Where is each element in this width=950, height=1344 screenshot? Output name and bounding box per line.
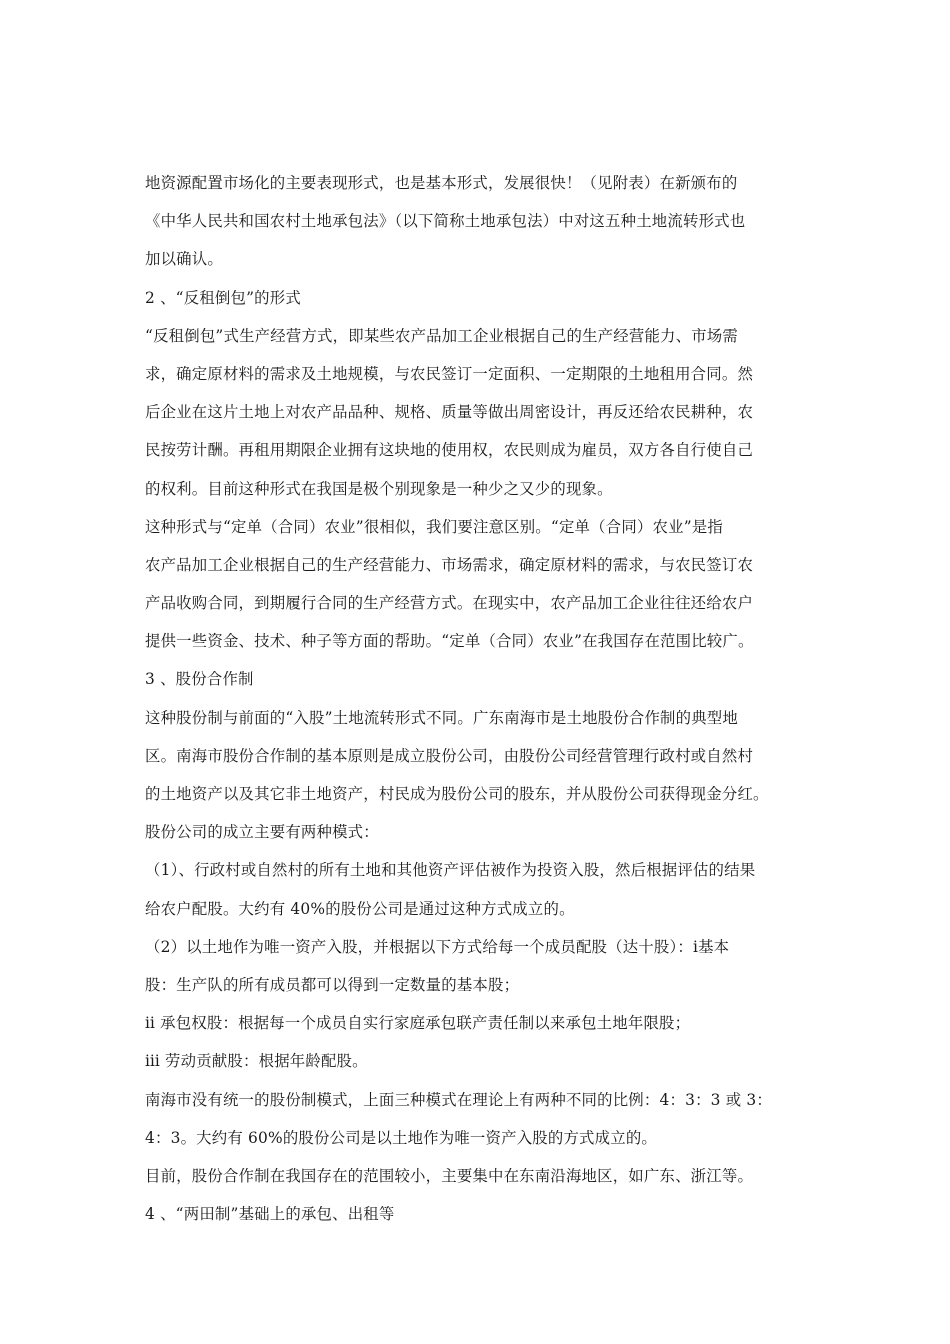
paragraph-line: ⅱ 承包权股：根据每一个成员自实行家庭承包联产责任制以来承包土地年限股；	[145, 1014, 691, 1033]
paragraph-line: “反租倒包”式生产经营方式，即某些农产品加工企业根据自己的生产经营能力、市场需	[145, 326, 738, 345]
paragraph-line: （1）、行政村或自然村的所有土地和其他资产评估被作为投资入股，然后根据评估的结果	[145, 861, 756, 880]
paragraph-line: 股份公司的成立主要有两种模式：	[145, 823, 379, 842]
paragraph-line: 民按劳计酬。再租用期限企业拥有这块地的使用权，农民则成为雇员，双方各自行使自己	[145, 441, 754, 460]
document-body	[145, 164, 810, 1233]
paragraph-line: 农产品加工企业根据自己的生产经营能力、市场需求，确定原材料的需求，与农民签订农	[145, 555, 754, 574]
paragraph-line: 目前，股份合作制在我国存在的范围较小，主要集中在东南沿海地区，如广东、浙江等。	[145, 1166, 754, 1185]
paragraph-line: 地资源配置市场化的主要表现形式，也是基本形式，发展很快！（见附表）在新颁布的	[145, 174, 738, 192]
paragraph-line: 4：3。大约有 60%的股份公司是以土地作为唯一资产入股的方式成立的。	[145, 1128, 658, 1147]
paragraph-line: 的土地资产以及其它非土地资产，村民成为股份公司的股东，并从股份公司获得现金分红。	[145, 785, 769, 803]
paragraph-line: 的权利。目前这种形式在我国是极个别现象是一种少之又少的现象。	[145, 479, 613, 498]
section-heading: 4 、“两田制”基础上的承包、出租等	[145, 1205, 395, 1224]
paragraph-line: 这种形式与“定单（合同）农业”很相似，我们要注意区别。“定单（合同）农业”是指	[145, 517, 723, 536]
paragraph-line: 南海市没有统一的股份制模式，上面三种模式在理论上有两种不同的比例：4：3：3 或 3：	[145, 1090, 773, 1109]
paragraph-line: 这种股份制与前面的“入股”土地流转形式不同。广东南海市是土地股份合作制的典型地	[145, 708, 738, 727]
section-heading: 3 、股份合作制	[145, 670, 254, 689]
paragraph-line: 区。南海市股份合作制的基本原则是成立股份公司，由股份公司经营管理行政村或自然村	[145, 746, 754, 765]
paragraph-line: 加以确认。	[145, 250, 223, 269]
paragraph-line: （2）以土地作为唯一资产入股，并根据以下方式给每一个成员配股（达十股）：ⅰ基本	[145, 937, 730, 956]
paragraph-line: 《中华人民共和国农村土地承包法》（以下简称土地承包法）中对这五种土地流转形式也	[145, 212, 746, 231]
paragraph-line: 产品收购合同，到期履行合同的生产经营方式。在现实中，农产品加工企业往往还给农户	[145, 594, 754, 613]
paragraph-line: 提供一些资金、技术、种子等方面的帮助。“定单（合同）农业”在我国存在范围比较广。	[145, 632, 754, 651]
paragraph-line: 给农户配股。大约有 40%的股份公司是通过这种方式成立的。	[145, 899, 575, 918]
paragraph-line: 求，确定原材料的需求及土地规模，与农民签订一定面积、一定期限的土地租用合同。然	[145, 364, 754, 383]
paragraph-line: 股：生产队的所有成员都可以得到一定数量的基本股；	[145, 975, 520, 994]
paragraph-line: ⅲ 劳动贡献股：根据年龄配股。	[145, 1052, 368, 1071]
paragraph-line: 后企业在这片土地上对农产品品种、规格、质量等做出周密设计，再反还给农民耕种，农	[145, 403, 754, 422]
section-heading: 2 、“反租倒包”的形式	[145, 288, 301, 307]
